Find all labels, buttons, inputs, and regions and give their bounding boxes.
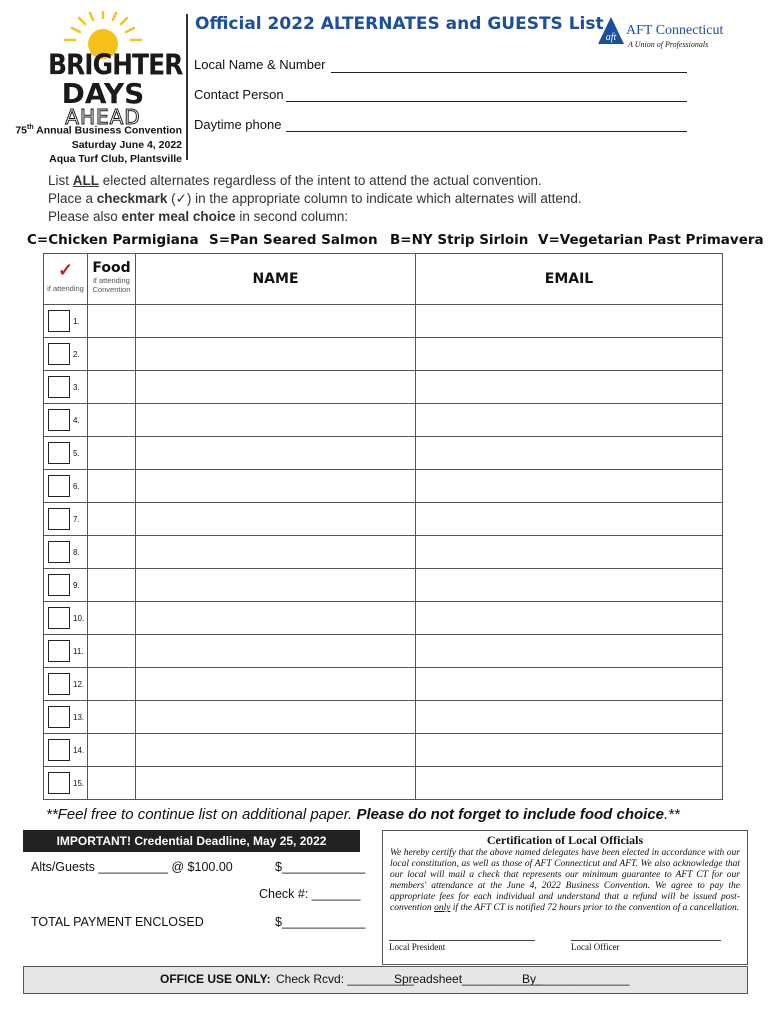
attend-checkbox[interactable] [48,739,70,761]
checkmark-icon: ✓ [57,260,74,280]
table-header-row [44,254,723,305]
name-cell[interactable] [136,371,416,404]
attend-checkbox-cell [44,371,88,404]
by-field[interactable]: By______________ [522,972,630,986]
row-number: 7. [73,514,80,524]
name-cell[interactable] [136,734,416,767]
office-use-bar [23,966,748,994]
logo-word-brighter: BRIGHTER [48,47,183,82]
food-choice-cell[interactable] [88,569,136,602]
email-cell[interactable] [416,734,723,767]
spreadsheet-field[interactable]: Spreadsheet____________ [394,972,543,986]
name-cell[interactable] [136,470,416,503]
email-cell[interactable] [416,668,723,701]
table-row [44,635,723,668]
certification-box [382,830,748,965]
attend-checkbox[interactable] [48,508,70,530]
attend-checkbox[interactable] [48,310,70,332]
contact-person-field[interactable] [286,101,687,102]
attend-checkbox-cell [44,734,88,767]
table-row [44,602,723,635]
food-choice-cell[interactable] [88,668,136,701]
email-cell[interactable] [416,503,723,536]
convention-venue: Aqua Turf Club, Plantsville [49,152,182,165]
certification-title: Certification of Local Officials [486,833,644,847]
attend-checkbox[interactable] [48,772,70,794]
aft-logo [594,14,734,50]
attend-checkbox[interactable] [48,541,70,563]
logo-word-days: DAYS [61,77,145,110]
name-cell[interactable] [136,338,416,371]
contact-person-label: Contact Person [194,87,284,102]
name-cell[interactable] [136,503,416,536]
table-row [44,338,723,371]
attend-checkbox[interactable] [48,574,70,596]
email-cell[interactable] [416,635,723,668]
food-header: Food if attending Convention [88,254,136,305]
org-name: AFT Connecticut [626,23,724,38]
row-number: 12. [73,679,85,689]
instruction-line-1: List ALL elected alternates regardless of the intent to attend the actual convention. [48,173,542,188]
name-cell[interactable] [136,701,416,734]
certification-text: We hereby certify that the above named delegates have been elected in accordance with our local constitution, as well as those of AFT Connecticut and AFT. We also acknowledge that our local will mail a check that represents our minimum guarantee to AFT CT for our members' attendance at the June 4, 2022 Business Convention. We agree to pay the appropriate fees for each individual and understand that a refund will be issued post-convention only if the AFT CT is notified 72 hours prior to the convention of a cancellation. [390,848,740,913]
name-cell[interactable] [136,767,416,800]
food-choice-cell[interactable] [88,734,136,767]
table-row [44,404,723,437]
row-number: 10. [73,613,85,623]
menu-salmon: S=Pan Seared Salmon [209,232,378,248]
food-choice-cell[interactable] [88,437,136,470]
total-amount[interactable]: $____________ [275,915,366,929]
food-choice-cell[interactable] [88,338,136,371]
attending-sub: if attending [47,284,84,293]
check-received-field[interactable]: Check Rcvd: __________ [276,972,415,986]
row-number: 15. [73,778,85,788]
daytime-phone-field[interactable] [286,131,687,132]
email-cell[interactable] [416,536,723,569]
alts-amount[interactable]: $____________ [275,860,366,874]
org-tagline: A Union of Professionals [628,40,709,49]
email-cell[interactable] [416,701,723,734]
attend-checkbox-cell [44,701,88,734]
attend-checkbox[interactable] [48,706,70,728]
email-cell[interactable] [416,404,723,437]
row-number: 9. [73,580,80,590]
name-cell[interactable] [136,536,416,569]
table-row [44,536,723,569]
name-cell[interactable] [136,305,416,338]
attend-checkbox-cell [44,602,88,635]
attend-checkbox-cell [44,503,88,536]
president-signature-line[interactable] [389,940,535,941]
deadline-banner: IMPORTANT! Credential Deadline, May 25, 2022 [23,830,360,852]
email-cell[interactable] [416,767,723,800]
row-number: 3. [73,382,80,392]
attend-checkbox[interactable] [48,442,70,464]
email-cell[interactable] [416,305,723,338]
menu-sirloin: B=NY Strip Sirloin [390,232,529,248]
attend-checkbox-cell [44,635,88,668]
table-row [44,503,723,536]
attend-checkbox[interactable] [48,409,70,431]
menu-vegetarian: V=Vegetarian Past Primavera [538,232,764,248]
attend-checkbox-cell [44,338,88,371]
alts-guests-line[interactable]: Alts/Guests __________ @ $100.00 [31,860,233,874]
row-number: 14. [73,745,85,755]
president-label: Local President [389,942,446,952]
officer-label: Local Officer [571,942,620,952]
convention-info [10,121,182,166]
row-number: 11. [73,646,84,656]
attend-checkbox-cell [44,437,88,470]
attend-checkbox[interactable] [48,376,70,398]
alternates-table [43,253,723,800]
food-choice-cell[interactable] [88,371,136,404]
page-title: Official 2022 ALTERNATES and GUESTS List [195,14,604,34]
officer-signature-line[interactable] [571,940,721,941]
attend-checkbox[interactable] [48,343,70,365]
aft-emblem-icon [594,14,628,48]
row-number: 1. [73,316,80,326]
office-use-label: OFFICE USE ONLY: [160,972,271,986]
local-name-field[interactable] [331,72,687,73]
table-row [44,734,723,767]
row-number: 8. [73,547,80,557]
email-header: EMAIL [416,254,723,305]
row-number: 5. [73,448,80,458]
row-number: 6. [73,481,80,491]
convention-date: Saturday June 4, 2022 [71,138,182,151]
attend-checkbox-cell [44,305,88,338]
food-choice-cell[interactable] [88,470,136,503]
food-choice-cell[interactable] [88,767,136,800]
menu-chicken: C=Chicken Parmigiana [27,232,199,248]
local-name-label: Local Name & Number [194,57,326,72]
convention-name: 75th Annual Business Convention [15,124,182,137]
convention-logo [48,10,183,129]
attend-checkbox[interactable] [48,640,70,662]
attend-checkbox-cell [44,668,88,701]
name-cell[interactable] [136,668,416,701]
table-row [44,569,723,602]
logo-word-ahead: AHEAD [65,105,141,129]
row-number: 4. [73,415,80,425]
table-row [44,767,723,800]
food-choice-cell[interactable] [88,635,136,668]
name-cell[interactable] [136,635,416,668]
email-cell[interactable] [416,437,723,470]
email-cell[interactable] [416,470,723,503]
name-cell[interactable] [136,404,416,437]
name-cell[interactable] [136,602,416,635]
attending-header [44,254,88,305]
check-number[interactable]: Check #: _______ [259,887,361,901]
svg-text:aft: aft [605,32,617,43]
header-divider [186,14,188,160]
attend-checkbox-cell [44,767,88,800]
food-choice-cell[interactable] [88,701,136,734]
email-cell[interactable] [416,338,723,371]
name-cell[interactable] [136,437,416,470]
daytime-phone-label: Daytime phone [194,117,282,132]
food-choice-cell[interactable] [88,536,136,569]
email-cell[interactable] [416,569,723,602]
attend-checkbox[interactable] [48,607,70,629]
food-choice-cell[interactable] [88,503,136,536]
food-choice-cell[interactable] [88,404,136,437]
table-row [44,470,723,503]
instruction-line-3: Please also enter meal choice in second column: [48,209,349,224]
total-label: TOTAL PAYMENT ENCLOSED [31,915,204,929]
name-header: NAME [136,254,416,305]
attend-checkbox[interactable] [48,475,70,497]
table-row [44,701,723,734]
row-number: 13. [73,712,85,722]
food-choice-cell[interactable] [88,305,136,338]
table-row [44,371,723,404]
table-row [44,437,723,470]
row-number: 2. [73,349,80,359]
attend-checkbox-cell [44,404,88,437]
attend-checkbox-cell [44,536,88,569]
instruction-line-2: Place a checkmark (✓) in the appropriate column to indicate which alternates will attend. [48,191,582,206]
attend-checkbox-cell [44,470,88,503]
attend-checkbox[interactable] [48,673,70,695]
email-cell[interactable] [416,602,723,635]
food-choice-cell[interactable] [88,602,136,635]
table-row [44,305,723,338]
email-cell[interactable] [416,371,723,404]
instructions [48,172,748,226]
continuation-note: **Feel free to continue list on additional paper. Please do not forget to include food choice.** [46,806,680,823]
table-row [44,668,723,701]
name-cell[interactable] [136,569,416,602]
attend-checkbox-cell [44,569,88,602]
